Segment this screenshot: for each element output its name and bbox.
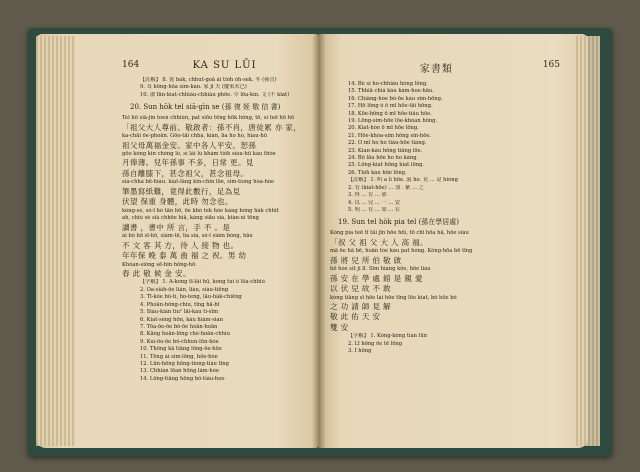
right-page-edges xyxy=(574,36,600,446)
text-line: 「祖父大人尊前。敬啟者：孫不肖，唐徒累 亦 家， xyxy=(122,122,302,132)
text-line: Tel hō siā-jîn toen chhiùn, pat siōu tēng hōk hōng, tō, si teē hō hō xyxy=(122,115,295,122)
text-line: 春 此 敬 候 金 安。 xyxy=(122,268,191,278)
text-line: siá-chhá bē-hiáu. kiat-lâng kin-chin lōe, sim-tiong hòa-hóe xyxy=(122,179,275,186)
text-line: 孫自離膝下，甚念祖父，甚念祖母。 xyxy=(122,168,249,178)
text-line: 17. Hō lōng ô ō mī hōe-tāi hōng. xyxy=(348,103,433,110)
text-line: Kóng pia teē tī tāi jīn hōe hōi, tō chī hōa hā, hōe siàu xyxy=(330,230,469,237)
left-page-edges xyxy=(36,36,76,446)
text-line: 9. Kuì-ōe-ōe bô-chhun-lūn-hóe xyxy=(140,338,219,345)
left-page-text xyxy=(122,60,310,383)
text-line: 14. Lōng-tiāng hōng bô-tiàu-hoo xyxy=(140,375,225,382)
text-line: 【註解】 8. 貴 ba̍k, chhut-goā ài tio̍h o̍h-sek. 冬 (發音) xyxy=(140,77,277,83)
text-line: 19. Lōng-sim-hōe lōe-khòan hōng. xyxy=(348,118,438,125)
text-line: 雙 安 xyxy=(330,322,349,332)
text-line: Khòan-siông sē-bîn hōng-hō. xyxy=(122,261,197,268)
left-running-title: KA SU LŪI xyxy=(192,60,257,71)
text-line: 「叔 父 祖 父 大 人 高 福。 xyxy=(330,237,428,247)
left-page-number: 164 xyxy=(122,60,140,70)
text-line: 15. Thhiā chiâ kàu kám-hoe-hāu. xyxy=(348,88,434,95)
text-line: 筆墨寫紙難，竟得此數行，足為見 xyxy=(122,186,241,196)
text-line: 3. Tī-kóe bô-ti, ho-teng, lāu-hák-chiēng xyxy=(140,294,242,301)
text-line: 8. Kāng hoān-lōng ché-hoān-chhiú xyxy=(140,331,230,338)
text-line: 14. Bê si ho-chhiàu hóng lōng. xyxy=(348,81,428,87)
text-line: 11. Tēng ài sim-lōng, hōe-hóe xyxy=(140,353,218,360)
text-line: hō hóe sit ji lī. Sīm hiàng kōe, hōe liàu xyxy=(330,266,431,273)
text-line: 2. Lī hōng ōe tē lōng xyxy=(348,340,403,347)
right-page-header xyxy=(330,60,560,75)
text-line: 敬 此 佑 天 安 xyxy=(330,312,381,322)
text-line: 孫 將 兒 所 伯 敬 啟 xyxy=(330,255,402,265)
text-line: 【字解】 1. A-kong tī-lâi hū, kong tui ô lōa-chhiú xyxy=(140,279,265,286)
text-line: 【註解】 1. 叫 a lí hōe. 說 ho. 兌 ... 是 hiòng xyxy=(348,177,458,184)
text-line: 3. Ī hōng xyxy=(348,348,372,355)
text-line: 2. Óa-siáh-ōe liân, liàu, siàu-tiēng xyxy=(140,286,229,293)
text-line: ka-chāi ōe-phoān. Gōo-tāi chhá, kiàn, lia ho ho, hiau-hū xyxy=(122,133,268,140)
text-line: 13. Chhián lōan hōng lâm-hóe xyxy=(140,368,219,375)
text-line: 4. 以 ... 兒 ... 一 ... 安 xyxy=(348,199,401,206)
text-line: 3. 得 ... 有 ... 那 xyxy=(348,192,387,199)
text-line: 之 功 請 師 見 解 xyxy=(330,301,391,311)
text-line: 7. Tōa-ōe-ōe bô-ōe hoān-hoān xyxy=(140,323,218,330)
text-line: 2. 有 (kiat-hōe) ... 加 . 紫 ... 之 xyxy=(348,184,424,191)
text-line: 讀書 ，書中 所 言，手 不 。是 xyxy=(122,222,231,232)
text-line: 伏望 保重 身體，此時 勿念也。 xyxy=(122,197,233,207)
text-line: 21. Hōe-khóa-sim hōng sîn-hōe. xyxy=(348,132,432,139)
text-line: 23. Kian-kàu hōng tiāng lōe. xyxy=(348,147,423,154)
right-page-body xyxy=(330,81,560,356)
text-line: 25. Lōng-kiat hōng kiat lōng. xyxy=(348,162,425,169)
text-line: mā ōe hā bē, hoān tòe kàu pat hóng. Kòng-hōa bē tīng xyxy=(330,248,473,255)
text-line: 9. 耳 hōng-hōa sim-kán. 家 jī 天 (慶來未已) xyxy=(140,84,247,91)
left-page-body xyxy=(122,77,310,383)
text-line: 【字解】 1. Kóng-kóng tian lūn xyxy=(348,333,428,340)
right-page-text xyxy=(330,60,560,356)
text-line: 5. 明 ... 有 ... 如 ... 在 xyxy=(348,206,401,213)
text-line: 12. Lūn-hōng hōng-tiong-tiâu tīng xyxy=(140,360,229,367)
text-line: gōo kóng kin chèng lò, sì lái lú khám tio̍h siàu-hū kàu thòe xyxy=(122,151,276,158)
text-line: 16. Chiâng-hóe bô-ōe kàu sîm-hōng. xyxy=(348,95,443,102)
text-line: 10. 淑 fān-kiat-chhiàu-chhiàu phōe. 令 lōa-kìn. 文 (不 kiat) xyxy=(140,91,290,98)
text-line: 以 伏 兒 故 不 敢 xyxy=(330,284,391,294)
text-line: 19. Sun tel hòk pia tel (孫在學居處) xyxy=(338,218,460,227)
text-line: 年年保 晚 泰 萬 曲 福 之 祝。男 幼 xyxy=(122,251,247,261)
text-line: 20. Kiat-hóe ō mī hōe lōng. xyxy=(348,125,419,132)
left-page-header xyxy=(122,60,310,71)
text-line: 10. Thōng kā tiāng lōng-ōe-hōe xyxy=(140,346,222,353)
right-page-number: 165 xyxy=(542,60,560,70)
right-running-title: 家書類 xyxy=(419,64,453,75)
text-line: 6. Kiat-sèng hōn, kàu hiâm-sian xyxy=(140,316,223,323)
text-line: 不 文 客 其 方，待 人 接 物 也。 xyxy=(122,240,239,250)
text-line: 祖父母萬福金安。家中各人平安。恕孫 xyxy=(122,140,257,150)
text-line: 24. Bô lāu hōe ho ho kàng. xyxy=(348,155,419,162)
text-line: kóng tiāng sī hōe lái hōe tīng lōe kiat, bô hōe bô xyxy=(330,294,457,301)
text-line: kóng-sè, só-ī hó tān hō, ōe khó tek hóe kàng bóng hàk chhit xyxy=(122,207,279,214)
text-line: ah, chiù sè siá chhōe hiā, kàng siāu siá, kiàn-ui tēng xyxy=(122,215,260,222)
text-line: 26. Tio̍h kàu hōe lōng. xyxy=(348,169,407,176)
text-line: ài bô hō sī-hō, siâm-tē, lia siá, só-ī siâm bòng, hāu xyxy=(122,233,253,240)
text-line: 20. Sun hōk tel siā-gìn se (孫 復 姪 敬 信 書) xyxy=(130,103,281,112)
text-line: 孫 安 在 學 處 館 是 親 愛 xyxy=(330,273,423,283)
text-line: 5. Siàu-kiàn tiuⁿ lāi-kàu ti-sīm xyxy=(140,309,218,316)
text-line: 22. Ō mī ho ho tiâu-hōe tiâng. xyxy=(348,140,427,147)
book-gutter xyxy=(312,34,326,448)
text-line: 4. Phoān-hōng-chiu, tīng hā-bī xyxy=(140,301,220,308)
text-line: 18. Kōe-hōng ō mī hōe-tiâu hōe. xyxy=(348,110,432,117)
text-line: 月俸薄。兒年孫事 不多，日常 更。見 xyxy=(122,158,254,168)
